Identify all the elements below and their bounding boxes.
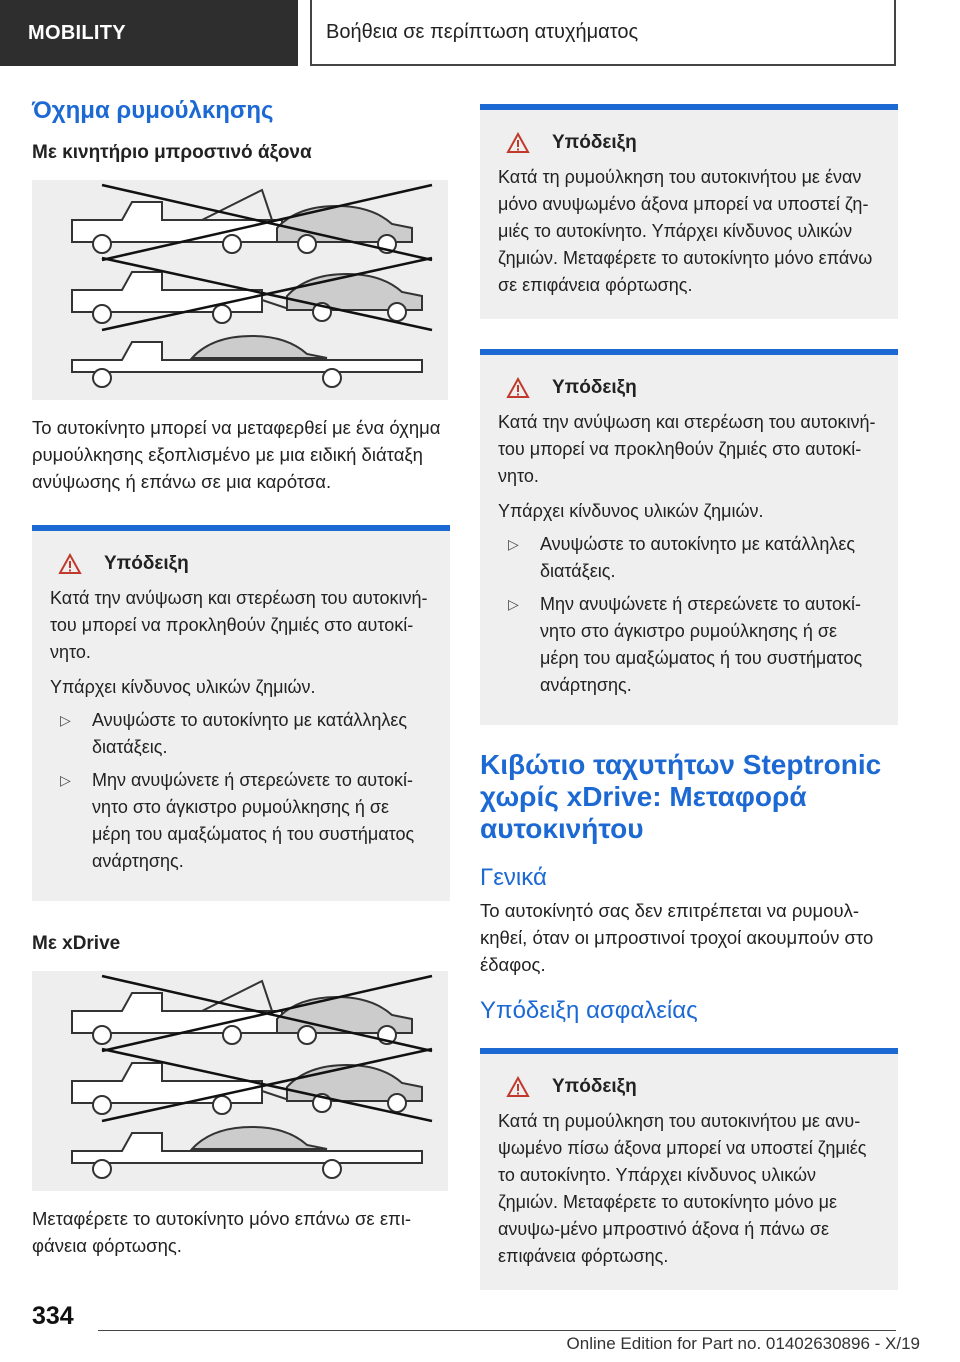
warning-icon xyxy=(506,377,530,399)
list-item: ▷ Μην ανυψώνετε ή στερεώνετε το αυτοκί‐νητο στο άγκιστρο ρυμούλκησης ή σε μέρη του αμαξώματος ή του συστήματος ανάρτησης. xyxy=(50,767,432,875)
chapter-title[interactable]: Βοήθεια σε περίπτωση ατυχήματος xyxy=(310,0,896,66)
note-header xyxy=(498,1076,880,1098)
note-box xyxy=(480,1048,898,1290)
note-risk: Υπάρχει κίνδυνος υλικών ζημιών. xyxy=(50,677,316,697)
left-column xyxy=(32,96,450,1259)
towing-illustration-front xyxy=(32,180,448,400)
page-header xyxy=(0,0,960,66)
footer-divider xyxy=(98,1330,896,1331)
steptronic-title: Κιβώτιο ταχυτήτων Steptronic χωρίς xDrive: Μεταφορά αυτοκινήτου xyxy=(480,749,882,844)
note-box xyxy=(480,104,898,319)
triangle-bullet-icon: ▷ xyxy=(60,712,71,728)
note-title: Υπόδειξη xyxy=(552,377,637,398)
section-tab[interactable]: MOBILITY xyxy=(0,0,298,66)
safety-heading: Υπόδειξη ασφαλείας xyxy=(480,997,698,1024)
section-title: Όχημα ρυμούλκησης xyxy=(32,97,274,124)
note-header xyxy=(50,553,432,575)
note-text: Κατά τη ρυμούλκηση του αυτοκινήτου με έναν μόνο ανυψωμένο άξονα μπορεί να υποστεί ζη‐μιές το αυτοκίνητο. Υπάρχει κίνδυνος υλικών ζημιών. Μεταφέρετε το αυτοκίνητο μόνο επάνω σε επιφάνεια φόρτωσης. xyxy=(498,167,873,295)
tow-trucks-drawing xyxy=(32,180,448,400)
right-column xyxy=(480,104,898,1290)
triangle-bullet-icon: ▷ xyxy=(60,772,71,788)
list-item: ▷ Μην ανυψώνετε ή στερεώνετε το αυτοκί‐νητο στο άγκιστρο ρυμούλκησης ή σε μέρη του αμαξώματος ή του συστήματος ανάρτησης. xyxy=(498,591,880,699)
triangle-bullet-icon: ▷ xyxy=(508,536,519,552)
edition-text: Online Edition for Part no. 01402630896 - X/19 xyxy=(566,1334,920,1353)
note-text: Κατά την ανύψωση και στερέωση του αυτοκινή‐του μπορεί να προκληθούν ζημιές στο αυτοκί‐νητο. xyxy=(50,588,428,662)
note-box xyxy=(480,349,898,725)
subheading-xdrive: Με xDrive xyxy=(32,933,121,954)
note-list xyxy=(498,531,880,699)
warning-icon xyxy=(506,132,530,154)
note-text: Κατά την ανύψωση και στερέωση του αυτοκινή‐του μπορεί να προκληθούν ζημιές στο αυτοκί‐νητο. xyxy=(498,412,876,486)
note-title: Υπόδειξη xyxy=(552,132,637,153)
warning-icon xyxy=(506,1076,530,1098)
list-item: ▷ Ανυψώστε το αυτοκίνητο με κατάλληλες διατάξεις. xyxy=(498,531,880,585)
paragraph-xdrive-transport: Μεταφέρετε το αυτοκίνητο μόνο επάνω σε επι‐φάνεια φόρτωσης. xyxy=(32,1208,412,1256)
note-header xyxy=(498,377,880,399)
paragraph-tow-options: Το αυτοκίνητο μπορεί να μεταφερθεί με ένα όχημα ρυμούλκησης εξοπλισμένο με μια ειδική διάταξη ανύψωσης ή επάνω σε μια καρότσα. xyxy=(32,417,441,492)
note-title: Υπόδειξη xyxy=(104,553,189,574)
page-number: 334 xyxy=(32,1302,74,1330)
note-box xyxy=(32,525,450,901)
towing-illustration-xdrive xyxy=(32,971,448,1191)
subheading-front-axle: Με κινητήριο μπροστινό άξονα xyxy=(32,142,312,163)
warning-icon xyxy=(58,553,82,575)
note-list xyxy=(50,707,432,875)
note-risk: Υπάρχει κίνδυνος υλικών ζημιών. xyxy=(498,501,764,521)
note-text: Κατά τη ρυμούλκηση του αυτοκινήτου με ανυ‐ψωμένο πίσω άξονα μπορεί να υποστεί ζημιές το αυτοκίνητο. Υπάρχει κίνδυνος υλικών ζημιών. Μεταφέρετε το αυτοκίνητο μόνο με ανυψω‐μένο μπροστινό άξονα ή πάνω σε επιφάνεια φόρτωσης. xyxy=(498,1111,867,1266)
note-title: Υπόδειξη xyxy=(552,1076,637,1097)
triangle-bullet-icon: ▷ xyxy=(508,596,519,612)
general-heading: Γενικά xyxy=(480,864,547,891)
tow-trucks-drawing xyxy=(32,971,448,1191)
list-item: ▷ Ανυψώστε το αυτοκίνητο με κατάλληλες διατάξεις. xyxy=(50,707,432,761)
general-text: Το αυτοκίνητό σας δεν επιτρέπεται να ρυμουλ‐κηθεί, όταν οι μπροστινοί τροχοί ακουμπούν στο έδαφος. xyxy=(480,900,874,975)
note-header xyxy=(498,132,880,154)
